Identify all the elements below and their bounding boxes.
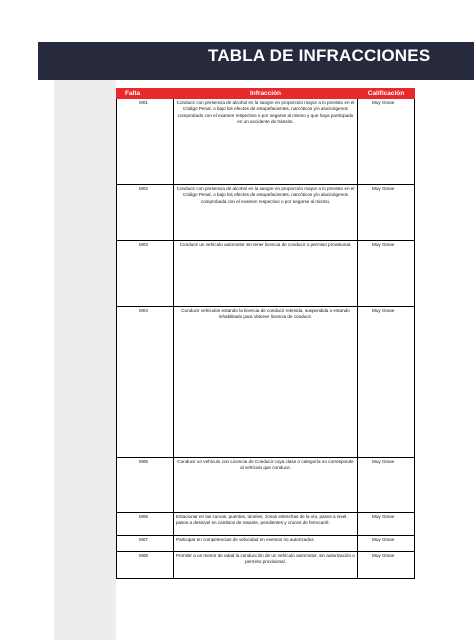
title-banner bbox=[38, 42, 474, 80]
row-code: M01 bbox=[117, 99, 174, 185]
left-margin-strip bbox=[54, 80, 116, 640]
row-infraction: Participar en competencias de velocidad en eventos no autorizados bbox=[174, 536, 358, 552]
table-row bbox=[117, 513, 415, 536]
row-infraction: Permitir a un menor de edad la conducción de un vehículo automotor, sin autorización o permiso provisional. bbox=[174, 552, 358, 579]
row-grade: Muy Grave bbox=[358, 536, 415, 552]
row-infraction: Conducir con presencia de alcohol en la sangre en proporción mayor a lo previsto en el Código Penal, o bajo los efectos de estupefacientes, narcóticos y/o alucinógenos comprobada con el examen respectivo o por negarse al mismo. bbox=[174, 185, 358, 241]
table-row bbox=[117, 536, 415, 552]
row-code: M06 bbox=[117, 513, 174, 536]
column-header-infraccion: Infracción bbox=[174, 89, 358, 99]
row-grade: Muy Grave bbox=[358, 458, 415, 513]
row-grade: Muy Grave bbox=[358, 307, 415, 458]
infractions-table bbox=[116, 88, 415, 579]
row-code: M03 bbox=[117, 241, 174, 307]
column-header-falta: Falta bbox=[117, 89, 174, 99]
row-grade: Muy Grave bbox=[358, 99, 415, 185]
table-row bbox=[117, 99, 415, 185]
row-code: M08 bbox=[117, 552, 174, 579]
row-infraction: Conducir con presencia de alcohol en la sangre en proporción mayor a lo previsto en el Código Penal, o bajo los efectos de estupefacientes, narcóticos y/o alucinógenos comprobado con el examen respectivo o por negarse al mismo y que haya participado en un accidente de tránsito. bbox=[174, 99, 358, 185]
table-row bbox=[117, 241, 415, 307]
row-code: M05 bbox=[117, 458, 174, 513]
row-infraction: Conducir vehículos estando la licencia de conducir retenida, suspendida o estando inhabilitado para obtener licencia de conducir. bbox=[174, 307, 358, 458]
row-grade: Muy Grave bbox=[358, 241, 415, 307]
row-grade: Muy Grave bbox=[358, 552, 415, 579]
row-code: M04 bbox=[117, 307, 174, 458]
table-row bbox=[117, 307, 415, 458]
table-header-row bbox=[117, 89, 415, 99]
table-row bbox=[117, 185, 415, 241]
row-infraction: Conducir un vehículo con Licencia de Conducir cuya clase o categoría no corresponde al vehículo que conduce. bbox=[174, 458, 358, 513]
page-title: TABLA DE INFRACCIONES bbox=[208, 46, 431, 65]
row-infraction: Conducir un vehículo automotor sin tener licencia de conducir o permiso provisional. bbox=[174, 241, 358, 307]
table-row bbox=[117, 458, 415, 513]
row-grade: Muy Grave bbox=[358, 513, 415, 536]
row-infraction: Estacionar en las curvas, puentes, túneles, zonas estrechas de la vía, pasos a nivel, pasos a desnivel en cambios de rasante, pendientes y cruces de ferrocarril. bbox=[174, 513, 358, 536]
row-code: M02 bbox=[117, 185, 174, 241]
row-grade: Muy Grave bbox=[358, 185, 415, 241]
row-code: M07 bbox=[117, 536, 174, 552]
table-row bbox=[117, 552, 415, 579]
column-header-calificacion: Calificación bbox=[358, 89, 415, 99]
